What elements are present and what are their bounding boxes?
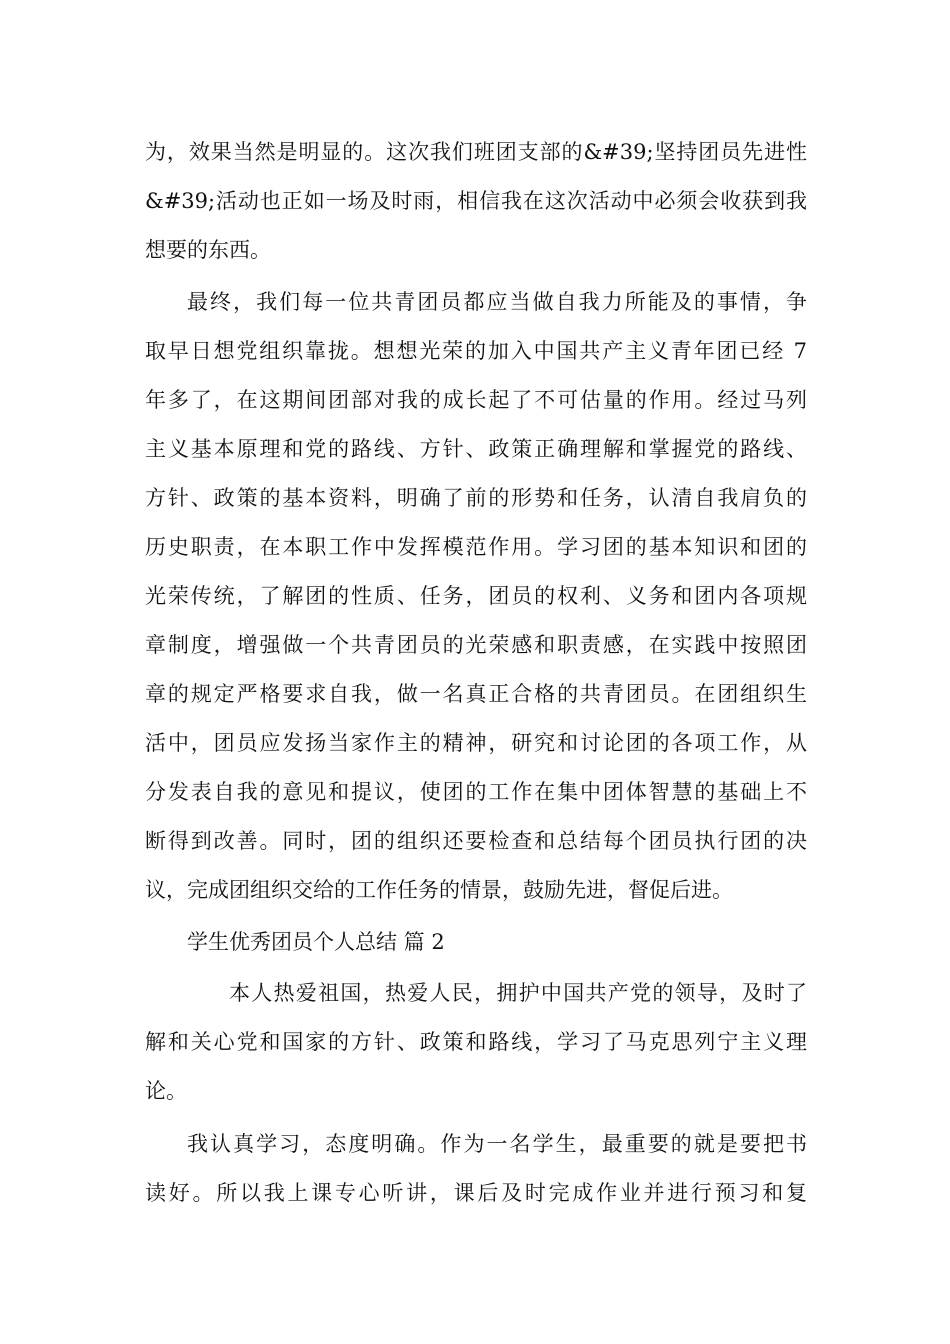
paragraph-line: 断得到改善。同时，团的组织还要检查和总结每个团员执行团的决 bbox=[145, 829, 807, 853]
paragraph-line: 论。 bbox=[145, 1079, 187, 1103]
paragraph-line: 最终，我们每一位共青团员都应当做自我力所能及的事情，争 bbox=[187, 290, 807, 314]
paragraph-line: 本人热爱祖国，热爱人民，拥护中国共产党的领导，及时了 bbox=[229, 981, 807, 1005]
paragraph-line: 章制度，增强做一个共青团员的光荣感和职责感，在实践中按照团 bbox=[145, 633, 807, 657]
paragraph-line: 解和关心党和国家的方针、政策和路线，学习了马克思列宁主义理 bbox=[145, 1030, 807, 1054]
paragraph-line: 主义基本原理和党的路线、方针、政策正确理解和掌握党的路线、 bbox=[145, 437, 807, 461]
section-heading: 学生优秀团员个人总结 篇 2 bbox=[187, 930, 445, 954]
paragraph-line: 光荣传统，了解团的性质、任务，团员的权利、义务和团内各项规 bbox=[145, 584, 807, 608]
paragraph-line: 分发表自我的意见和提议，使团的工作在集中团体智慧的基础上不 bbox=[145, 780, 807, 804]
paragraph-line: 年多了，在这期间团部对我的成长起了不可估量的作用。经过马列 bbox=[145, 388, 807, 412]
paragraph-line: 取早日想党组织靠拢。想想光荣的加入中国共产主义青年团已经 7 bbox=[145, 339, 807, 363]
paragraph-line: 议，完成团组织交给的工作任务的情景，鼓励先进，督促后进。 bbox=[145, 878, 733, 902]
paragraph-line: 我认真学习，态度明确。作为一名学生，最重要的就是要把书 bbox=[187, 1132, 807, 1156]
paragraph-line: 章的规定严格要求自我，做一名真正合格的共青团员。在团组织生 bbox=[145, 682, 807, 706]
paragraph-line: &#39;活动也正如一场及时雨，相信我在这次活动中必须会收获到我 bbox=[145, 189, 807, 213]
paragraph-line: 方针、政策的基本资料，明确了前的形势和任务，认清自我肩负的 bbox=[145, 486, 807, 510]
paragraph-line: 活中，团员应发扬当家作主的精神，研究和讨论团的各项工作，从 bbox=[145, 731, 807, 755]
paragraph-line: 读好。所以我上课专心听讲，课后及时完成作业并进行预习和复 bbox=[145, 1181, 807, 1205]
paragraph-line: 想要的东西。 bbox=[145, 238, 271, 262]
paragraph-line: 为，效果当然是明显的。这次我们班团支部的&#39;坚持团员先进性 bbox=[145, 140, 807, 164]
paragraph-line: 历史职责，在本职工作中发挥模范作用。学习团的基本知识和团的 bbox=[145, 535, 807, 559]
